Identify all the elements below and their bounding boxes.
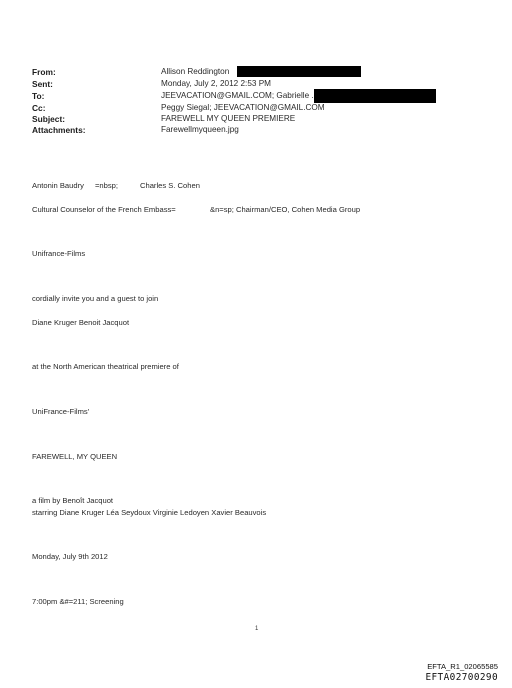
- cc-label: Cc:: [32, 103, 46, 113]
- premiere-text: at the North American theatrical premiere of: [32, 362, 179, 371]
- host-name-2: Charles S. Cohen: [140, 181, 200, 190]
- bates-stamp-1: EFTA_R1_02065585: [427, 662, 498, 671]
- host-name-1: Antonin Baudry: [32, 181, 84, 190]
- subject-value: FAREWELL MY QUEEN PREMIERE: [161, 114, 296, 123]
- host-title-1: Cultural Counselor of the French Embass=: [32, 205, 176, 214]
- subject-label: Subject:: [32, 114, 66, 124]
- event-time: 7:00pm &#=211; Screening: [32, 597, 124, 606]
- attachments-label: Attachments:: [32, 125, 86, 135]
- attachment-link[interactable]: Farewellmyqueen.jpg: [161, 125, 239, 134]
- film-cast: starring Diane Kruger Léa Seydoux Virginie Ledoyen Xavier Beauvois: [32, 508, 267, 517]
- to-label: To:: [32, 91, 45, 101]
- to-value: JEEVACATION@GMAIL.COM; Gabrielle .: [161, 91, 314, 100]
- sent-label: Sent:: [32, 79, 53, 89]
- sent-value: Monday, July 2, 2012 2:53 PM: [161, 79, 271, 88]
- from-label: From:: [32, 67, 56, 77]
- encoding-artifact: =nbsp;: [95, 181, 119, 190]
- redaction-block: [237, 66, 361, 77]
- presenter-name: UniFrance-Films': [32, 407, 90, 416]
- page-number: 1: [255, 626, 259, 632]
- film-title: FAREWELL, MY QUEEN: [32, 452, 118, 461]
- host-title-2: &n=sp; Chairman/CEO, Cohen Media Group: [210, 205, 361, 214]
- film-director: a film by Benoît Jacquot: [32, 496, 114, 505]
- from-value: Allison Reddington: [161, 67, 230, 76]
- organizer-name: Unifrance-Films: [32, 249, 86, 258]
- bates-stamp-2: EFTA02700290: [425, 672, 498, 683]
- guest-names: Diane Kruger Benoit Jacquot: [32, 318, 130, 327]
- event-date: Monday, July 9th 2012: [32, 552, 108, 561]
- invitation-text: cordially invite you and a guest to join: [32, 294, 159, 303]
- redaction-block: [314, 89, 436, 103]
- cc-value: Peggy Siegal; JEEVACATION@GMAIL.COM: [161, 103, 325, 112]
